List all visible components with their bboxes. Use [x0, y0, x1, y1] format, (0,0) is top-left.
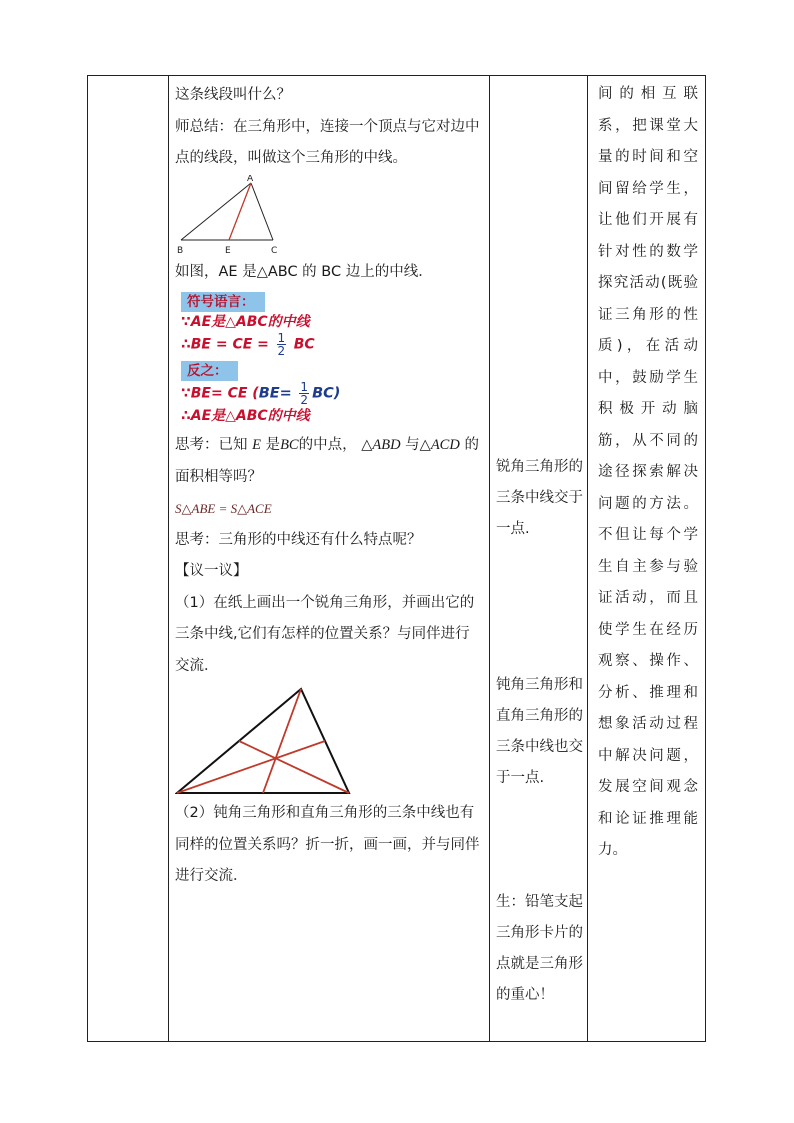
label-c: C	[271, 245, 278, 256]
student-note-centroid: 生：铅笔支起三角形卡片的点就是三角形的重心！	[496, 894, 583, 1003]
column-design-intent	[588, 76, 706, 1041]
teacher-summary: 师总结：在三角形中，连接一个顶点与它对边中点的线段，叫做这个三角形的中线。	[175, 118, 480, 166]
symbol-line-1: ∵AE是△ABC的中线	[181, 314, 310, 330]
side-ac	[251, 183, 273, 240]
median-3	[239, 741, 349, 793]
fraction-half: $\frac{1}{2}$	[300, 380, 309, 407]
label-a: A	[247, 174, 254, 184]
converse-tag: 反之：	[181, 361, 238, 381]
symbol-line-3: ∵BE= CE (BE= $\frac{1}{2}$ BC)	[181, 380, 341, 407]
fraction-half: $\frac{1}{2}$	[277, 331, 286, 358]
column-empty	[88, 76, 168, 1041]
design-intent-text: 间的相互联系，把课堂大量的时间和空间留给学生，让他们开展有针对性的数学探究活动(既验证三角形的性质)，在活动中，鼓励学生积极开动脑筋，从不同的途径探索解决问题的方法。不但让每个学生自主参与验证活动，而且使学生在经历观察、操作、分析、推理和想象活动过程中解决问题，发展空间观念和论证推理能力。	[598, 86, 698, 858]
triangle-median-figure	[175, 175, 285, 257]
discuss-heading: 【议一议】	[175, 563, 248, 579]
acute-triangle-medians-figure	[175, 686, 355, 798]
column-teaching-content	[169, 76, 489, 1041]
symbol-language-tag: 符号语言：	[181, 292, 265, 312]
symbol-line-2: ∴BE = CE = $\frac{1}{2}$ BC	[181, 331, 315, 358]
student-note-obtuse-right: 钝角三角形和直角三角形的三条中线也交于一点.	[496, 677, 583, 786]
symbol-language-block	[181, 292, 483, 426]
think-question-2: 思考：三角形的中线还有什么特点呢？	[175, 531, 422, 548]
median-2	[177, 741, 325, 793]
student-note-acute: 锐角三角形的三条中线交于一点.	[496, 459, 583, 537]
discuss-item-2: （2）钝角三角形和直角三角形的三条中线也有同样的位置关系吗？折一折，画一画，并与同伴进行交流．	[175, 805, 480, 884]
example-statement: 如图，AE 是△ABC 的 BC 边上的中线．	[175, 263, 433, 280]
label-e: E	[225, 245, 231, 256]
question-line: 这条线段叫什么？	[175, 87, 291, 103]
symbol-line-4: ∴AE是△ABC的中线	[181, 408, 310, 424]
column-student-activity	[490, 76, 587, 1041]
area-formula: S△ABE = S△ACE	[175, 501, 272, 516]
label-b: B	[177, 245, 184, 256]
think-question-1: 思考：已知 E 是BC的中点， △ABD 与△ACD 的面积相等吗？	[175, 437, 479, 485]
lesson-table	[87, 75, 706, 1042]
discuss-item-1: （1）在纸上画出一个锐角三角形，并画出它的三条中线,它们有怎样的位置关系？与同伴进行交流．	[175, 594, 475, 674]
